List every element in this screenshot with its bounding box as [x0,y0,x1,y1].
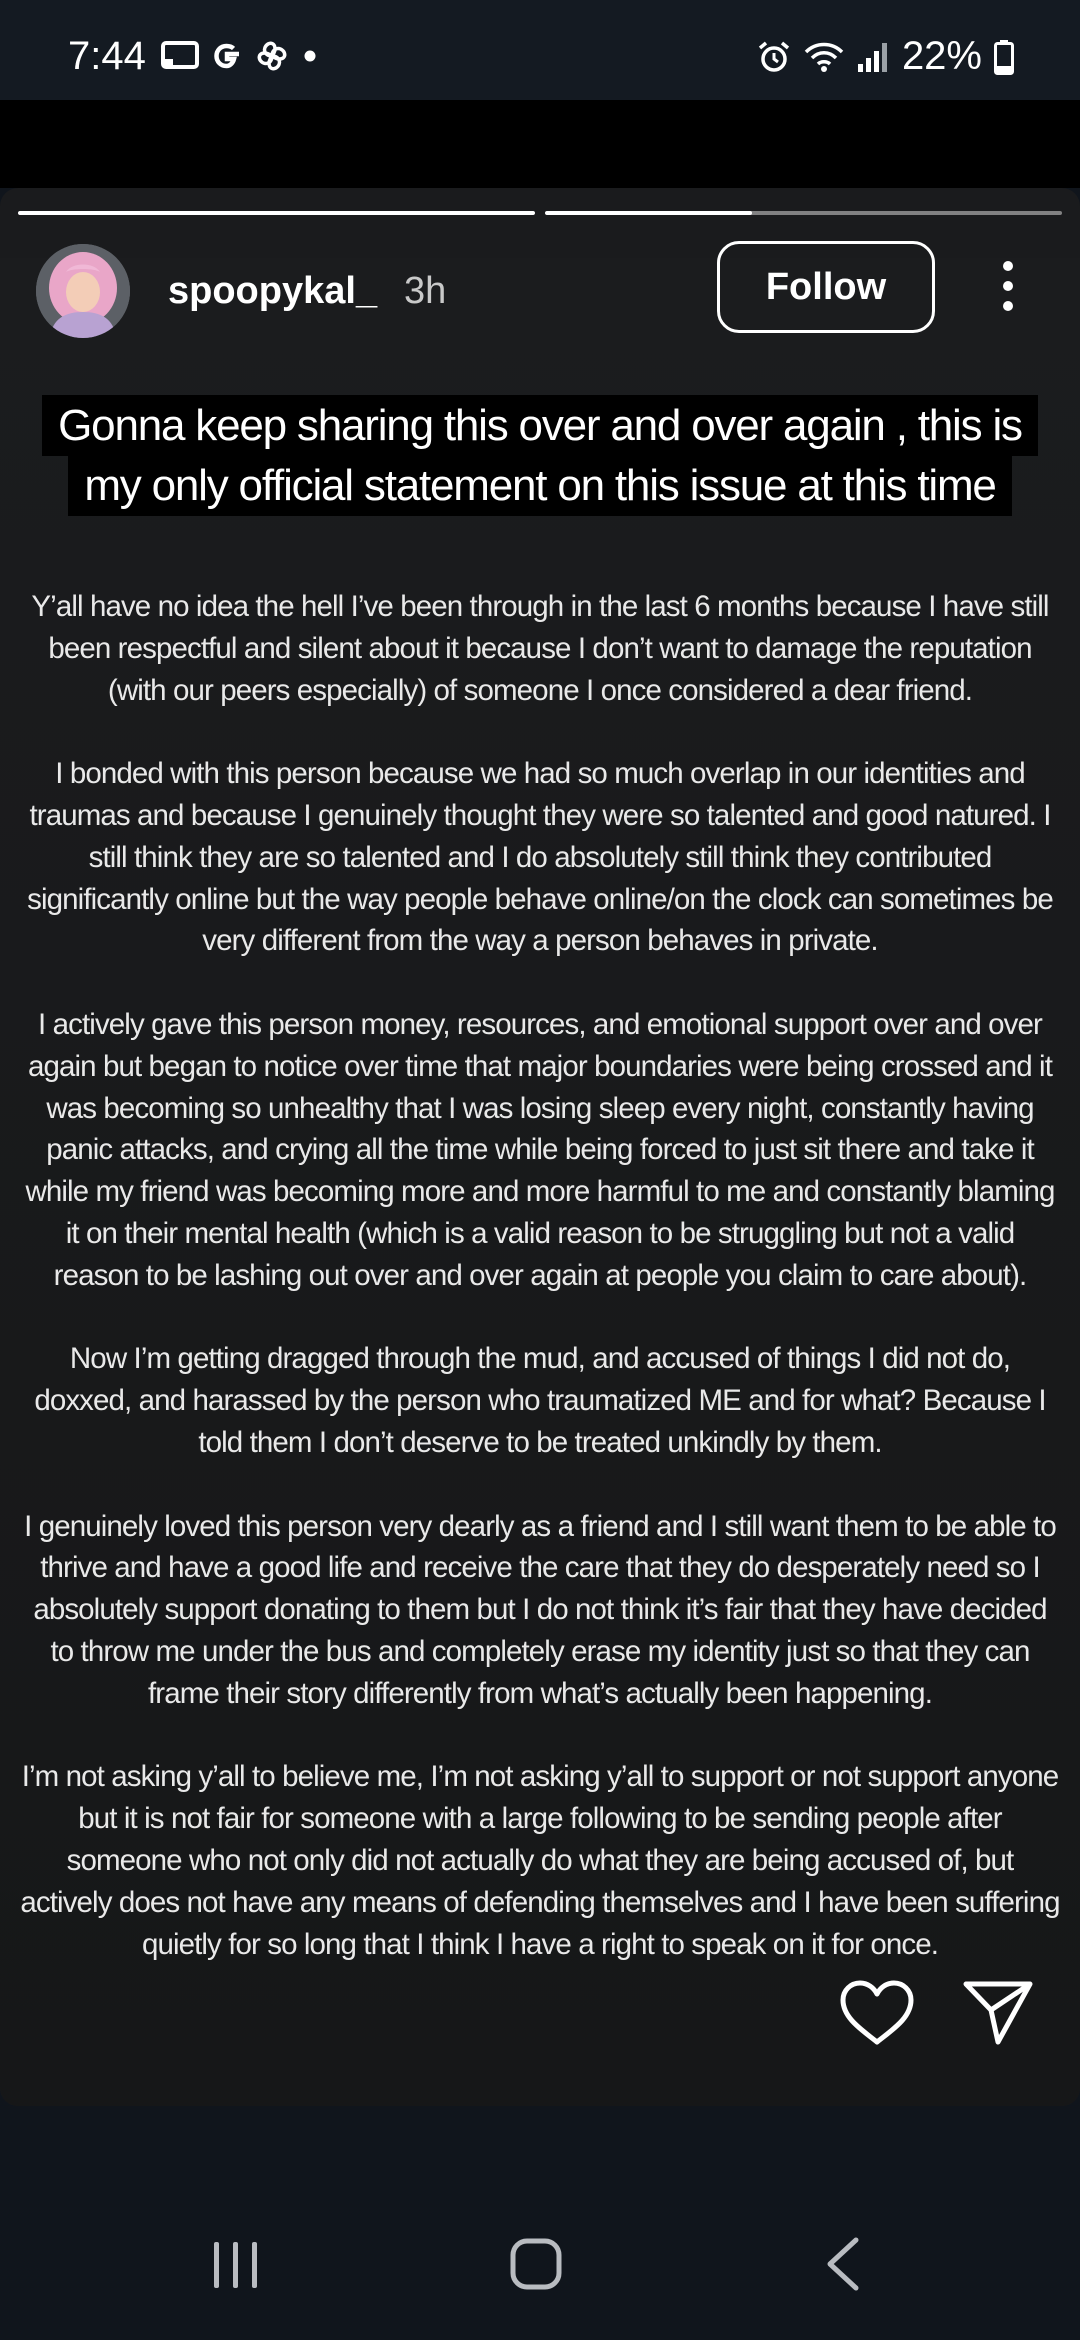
back-icon[interactable] [822,2236,862,2292]
profile-photo [36,244,130,338]
progress-segment-2 [545,211,1062,215]
statement-text [20,586,1060,1965]
paragraph-5: I genuinely loved this person very dearly as a friend and I still want them to be able to thrive and have a good life and receive the care that they do desperately need so I absolutely support donating to them but I do not think it’s fair that they have decided to throw me under the bus and completely erase my identity just so that they can frame their story differently from what’s actually been happening. [24,1509,1056,1710]
like-heart-icon[interactable] [838,1978,916,2048]
avatar[interactable] [36,244,130,338]
signal-icon [856,40,890,74]
wifi-icon [804,40,844,74]
username[interactable]: spoopykal_ [168,270,378,312]
alarm-icon [756,39,792,75]
story-progress [18,211,1062,215]
status-bar [0,0,1080,100]
battery-percentage: 22% [901,34,982,78]
progress-segment-1 [18,211,535,215]
more-options-icon[interactable] [990,254,1026,318]
paragraph-6: I’m not asking y’all to believe me, I’m not asking y’all to support or not support anyone but it is not fair for someone with a large following to be sending people after someone who not only did not actually do what they are being accused of, but actively does not have any means of defending themselves and I have been suffering quietly for so long that I think I have a right to speak on it for once. [20,1760,1060,1961]
status-right [756,34,1014,79]
home-icon[interactable] [510,2238,562,2290]
story-headline: Gonna keep sharing this over and over again , this is my only official statement on this issue at this time [42,395,1038,516]
headline-block [40,396,1040,516]
google-icon [210,39,244,73]
time-ago: 3h [404,270,447,312]
follow-button[interactable]: Follow [717,241,935,333]
story-header [0,238,1080,348]
progress-fill-2 [545,211,752,215]
share-send-icon[interactable] [962,1976,1034,2048]
cast-icon [160,40,200,72]
status-time: 7:44 [68,34,146,78]
paragraph-1: Y’all have no idea the hell I’ve been through in the last 6 months because I have still been respectful and silent about it because I don’t want to damage the reputation (with our peers especially) of someone I once considered a dear friend. [31,590,1049,707]
recent-apps-icon[interactable] [208,2240,264,2290]
app-top-band [0,100,1080,188]
paragraph-3: I actively gave this person money, resources, and emotional support over and over again but began to notice over time that major boundaries were being crossed and it was becoming so unhealthy that I was losing sleep every night, constantly having panic attacks, and crying all the time while being forced to just sit there and take it while my friend was becoming more and more harmful to me and constantly blaming it on their mental health (which is a valid reason to be struggling but not a valid reason to be lashing out over and over again at people you claim to care about). [25,1007,1055,1292]
status-left-icons [160,38,320,74]
dot-icon [300,46,320,66]
paragraph-2: I bonded with this person because we had so much overlap in our identities and traumas and because I genuinely thought they were so talented and good natured. I still think they are so talented and I do absolutely still think they contributed significantly online but the way people behave online/on the clock can sometimes be very different from the way a person behaves in private. [27,757,1053,958]
pinwheel-icon [254,38,290,74]
story-viewer[interactable] [0,188,1080,2106]
progress-fill-1 [18,211,535,215]
navigation-bar [0,2106,1080,2340]
paragraph-4: Now I’m getting dragged through the mud, and accused of things I did not do, doxxed, and harassed by the person who traumatized ME and for what? Because I told them I don’t deserve to be treated unkindly by them. [34,1342,1046,1459]
battery-icon [994,39,1014,75]
